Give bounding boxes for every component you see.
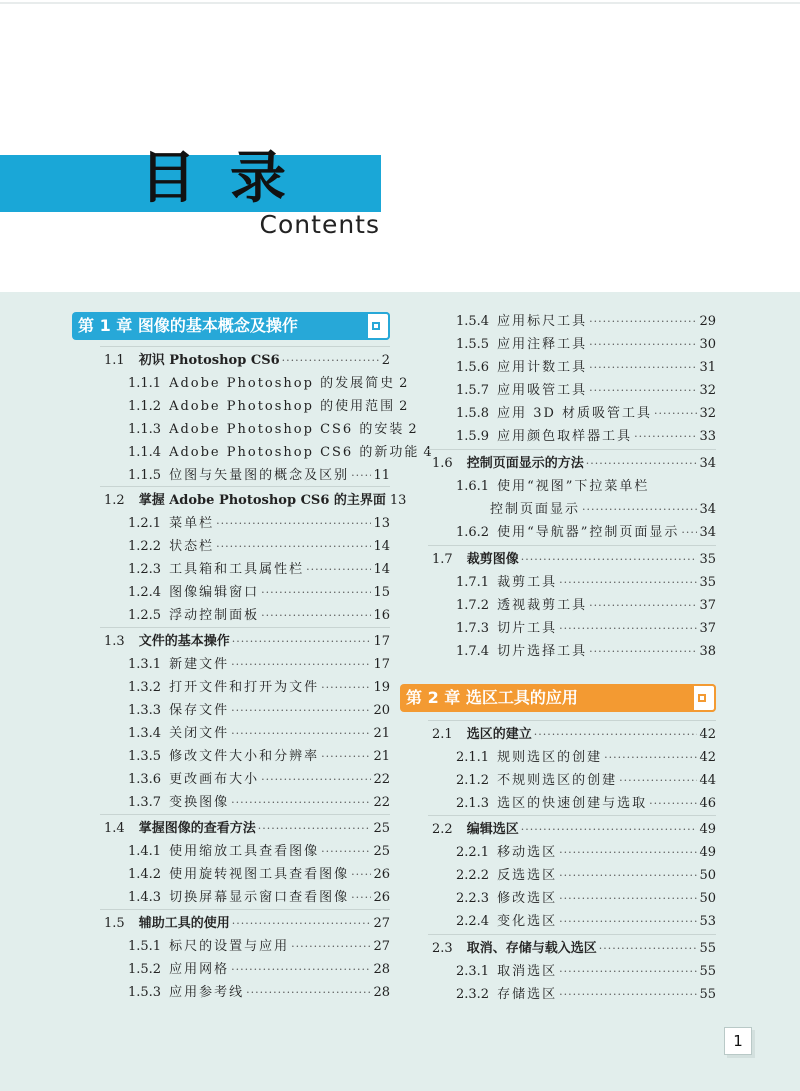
entry-number: 2.2.3 [456,891,490,906]
chapter-1-heading[interactable] [72,312,390,340]
section-divider [100,346,390,347]
page-number: 1 [724,1027,752,1055]
entry-number: 1.5.8 [456,406,490,421]
entry-number: 1.1.5 [128,468,162,483]
entry-page: 49 [699,822,716,837]
entry-page: 34 [699,502,716,517]
left-entry[interactable] [128,513,390,535]
entry-title: 使用缩放工具查看图像 [169,844,320,859]
left-entry[interactable] [128,559,390,581]
entry-title: Adobe Photoshop 的发展简史 [169,376,396,391]
entry-number: 1.6.1 [456,479,490,494]
entry-number: 1.4.2 [128,867,162,882]
entry-title: 保存文件 [169,703,230,718]
leader-dots [619,770,697,792]
entry-page: 37 [699,621,716,636]
left-entry[interactable] [128,373,408,395]
entry-title: 编辑选区 [466,822,519,837]
entry-page: 2 [381,353,390,368]
entry-number: 1.4.1 [128,844,162,859]
entry-number: 1.2.3 [128,562,162,577]
right-entry[interactable] [456,403,716,425]
entry-title: 文件的基本操作 [138,634,230,649]
entry-number: 1.3 [104,634,125,649]
entry-title: Adobe Photoshop CS6 的新功能 [169,445,420,460]
entry-title: 透视裁剪工具 [497,598,588,613]
entry-page: 2 [408,422,417,437]
right-entry[interactable] [456,747,716,769]
left-entry[interactable] [128,582,390,604]
leader-dots [586,453,698,475]
entry-title: 掌握 Adobe Photoshop CS6 的主界面 [138,493,386,508]
leader-dots [216,513,371,535]
leader-dots [521,549,698,571]
entry-number: 1.5.1 [128,939,162,954]
entry-title: 修改文件大小和分辨率 [169,749,320,764]
leader-dots [589,357,697,379]
left-entry[interactable] [128,792,390,814]
right-entry[interactable] [456,311,716,333]
left-entry[interactable] [104,913,390,935]
right-entry[interactable] [456,572,716,594]
entry-number: 2.1.3 [456,796,490,811]
entry-page: 38 [699,644,716,659]
entry-number: 1.3.6 [128,772,162,787]
entry-number: 1.3.1 [128,657,162,672]
leader-dots [521,819,698,841]
leader-dots [599,938,698,960]
entry-page: 55 [699,941,716,956]
entry-title: 规则选区的创建 [497,750,603,765]
entry-title: 工具箱和工具属性栏 [169,562,305,577]
entry-page: 2 [399,376,408,391]
entry-number: 1.5.6 [456,360,490,375]
entry-page: 25 [373,821,390,836]
entry-number: 2.2.4 [456,914,490,929]
left-entry[interactable] [104,350,390,372]
entry-page: 22 [373,795,390,810]
entry-page: 29 [699,314,716,329]
entry-title: 修改选区 [497,891,558,906]
entry-page: 4 [423,445,432,460]
leader-dots [582,499,697,521]
entry-number: 1.7.1 [456,575,490,590]
entry-title: 应用标尺工具 [497,314,588,329]
entry-title: 使用旋转视图工具查看图像 [169,867,350,882]
entry-number: 1.3.4 [128,726,162,741]
entry-number: 1.6.2 [456,525,490,540]
entry-page: 34 [699,525,716,540]
entry-number: 2.2.2 [456,868,490,883]
entry-page: 22 [373,772,390,787]
leader-dots [291,936,371,958]
entry-title: 选区的建立 [466,727,532,742]
entry-title: 更改画布大小 [169,772,260,787]
entry-page: 2 [399,399,408,414]
entry-page: 42 [699,727,716,742]
entry-number: 1.1.2 [128,399,162,414]
left-entry[interactable] [128,442,432,464]
entry-number: 2.1 [432,727,453,742]
entry-number: 1.5.9 [456,429,490,444]
leader-dots [321,841,371,863]
entry-number: 2.1.1 [456,750,490,765]
entry-title: 变换图像 [169,795,230,810]
right-entry[interactable] [490,499,716,521]
section-divider [428,815,716,816]
entry-title: 反选选区 [497,868,558,883]
entry-number: 1.1.1 [128,376,162,391]
right-entry[interactable] [456,380,716,402]
right-entry[interactable] [456,865,716,887]
entry-page: 32 [699,406,716,421]
entry-page: 49 [699,845,716,860]
entry-title: 应用网格 [169,962,230,977]
leader-dots [231,792,371,814]
section-divider [100,814,390,815]
entry-number: 1.1 [104,353,125,368]
chapter-2-ornament-icon [694,684,716,712]
entry-page: 17 [373,657,390,672]
left-entry[interactable] [128,605,390,627]
entry-title: 应用参考线 [169,985,245,1000]
entry-number: 1.3.2 [128,680,162,695]
entry-title: 使用“视图”下拉菜单栏 [497,479,650,494]
entry-title: 移动选区 [497,845,558,860]
entry-number: 1.3.7 [128,795,162,810]
entry-number: 1.2.1 [128,516,162,531]
right-entry[interactable] [456,793,716,815]
right-entry[interactable] [456,984,716,1006]
entry-title: 切换屏幕显示窗口查看图像 [169,890,350,905]
entry-number: 2.3.2 [456,987,490,1002]
entry-page: 35 [699,552,716,567]
entry-title: 打开文件和打开为文件 [169,680,320,695]
leader-dots [351,887,371,909]
entry-title: 应用颜色取样器工具 [497,429,633,444]
entry-page: 46 [699,796,716,811]
left-entry[interactable] [128,419,417,441]
entry-page: 14 [373,539,390,554]
right-entry[interactable] [456,641,716,663]
right-entry[interactable] [456,618,716,640]
entry-title: 浮动控制面板 [169,608,260,623]
entry-title: 选区的快速创建与选取 [497,796,648,811]
entry-title: 状态栏 [169,539,215,554]
entry-page: 26 [373,890,390,905]
entry-page: 13 [389,493,407,508]
entry-number: 2.3.1 [456,964,490,979]
entry-number: 2.2.1 [456,845,490,860]
entry-title: Adobe Photoshop 的使用范围 [169,399,396,414]
section-divider [428,934,716,935]
entry-page: 30 [699,337,716,352]
entry-number: 1.7 [432,552,453,567]
left-entry[interactable] [128,982,390,1004]
entry-page: 20 [373,703,390,718]
leader-dots [559,888,697,910]
right-entry[interactable] [456,595,716,617]
left-entry[interactable] [104,631,390,653]
section-divider [428,545,716,546]
leader-dots [231,959,371,981]
entry-page: 27 [373,939,390,954]
entry-number: 1.4 [104,821,125,836]
left-entry[interactable] [128,677,390,699]
leader-dots [559,842,697,864]
entry-page: 19 [373,680,390,695]
left-entry[interactable] [128,936,390,958]
leader-dots [216,536,371,558]
entry-title: 取消选区 [497,964,558,979]
entry-page: 14 [373,562,390,577]
left-entry[interactable] [128,465,390,487]
entry-number: 2.3 [432,941,453,956]
leader-dots [589,311,697,333]
leader-dots [604,747,697,769]
leader-dots [231,654,371,676]
right-entry[interactable] [456,961,716,983]
entry-page: 50 [699,891,716,906]
section-divider [428,449,716,450]
left-entry[interactable] [104,818,390,840]
entry-page: 15 [373,585,390,600]
entry-page: 28 [373,985,390,1000]
entry-page: 28 [373,962,390,977]
entry-number: 1.2.5 [128,608,162,623]
section-divider [100,909,390,910]
entry-number: 1.5.5 [456,337,490,352]
right-entry[interactable] [432,724,716,746]
left-entry[interactable] [128,864,390,886]
entry-number: 1.5.7 [456,383,490,398]
entry-title: 应用注释工具 [497,337,588,352]
entry-title: 控制页面显示的方法 [466,456,584,471]
entry-page: 25 [373,844,390,859]
entry-title: 应用吸管工具 [497,383,588,398]
left-entry[interactable] [128,959,390,981]
entry-page: 42 [699,750,716,765]
entry-page: 33 [699,429,716,444]
toc-panel [0,292,800,1091]
leader-dots [246,982,371,1004]
leader-dots [534,724,698,746]
left-entry[interactable] [128,396,408,418]
leader-dots [282,350,380,372]
right-entry[interactable] [432,938,716,960]
entry-number: 1.1.3 [128,422,162,437]
entry-page: 13 [373,516,390,531]
leader-dots [559,618,697,640]
leader-dots [232,631,372,653]
entry-page: 27 [373,916,390,931]
chapter-1-label: 第 1 章 图像的基本概念及操作 [78,316,298,335]
left-entry[interactable] [128,536,390,558]
entry-title: 取消、存储与载入选区 [466,941,597,956]
right-entry[interactable] [456,357,716,379]
right-entry[interactable] [432,549,716,571]
leader-dots [351,465,371,487]
entry-number: 1.3.5 [128,749,162,764]
entry-title: 掌握图像的查看方法 [138,821,256,836]
entry-title: 应用 3D 材质吸管工具 [497,406,653,421]
entry-title: 辅助工具的使用 [138,916,230,931]
leader-dots [321,677,371,699]
leader-dots [559,865,697,887]
entry-title: 菜单栏 [169,516,215,531]
entry-title: 变化选区 [497,914,558,929]
leader-dots [559,984,697,1006]
entry-page: 17 [373,634,390,649]
left-entry[interactable] [128,887,390,909]
right-entry[interactable] [432,453,716,475]
page-title: 目录 [140,146,320,211]
left-entry[interactable] [128,841,390,863]
entry-title: Adobe Photoshop CS6 的安装 [169,422,405,437]
entry-number: 1.3.3 [128,703,162,718]
entry-title: 标尺的设置与应用 [169,939,290,954]
entry-title: 控制页面显示 [490,502,581,517]
leader-dots [258,818,372,840]
section-divider [100,627,390,628]
entry-title: 不规则选区的创建 [497,773,618,788]
right-entry[interactable] [456,842,716,864]
entry-page: 35 [699,575,716,590]
entry-title: 裁剪图像 [466,552,519,567]
page-subtitle: Contents [259,210,380,239]
leader-dots [231,700,371,722]
entry-number: 1.4.3 [128,890,162,905]
entry-page: 31 [699,360,716,375]
leader-dots [634,426,697,448]
leader-dots [261,769,371,791]
leader-dots [654,403,697,425]
entry-number: 1.5.4 [456,314,490,329]
right-entry[interactable] [456,770,716,792]
entry-title: 裁剪工具 [497,575,558,590]
entry-page: 32 [699,383,716,398]
entry-page: 55 [699,964,716,979]
leader-dots [559,572,697,594]
entry-number: 2.2 [432,822,453,837]
entry-number: 1.5.2 [128,962,162,977]
leader-dots [589,380,697,402]
entry-title: 使用“导航器”控制页面显示 [497,525,680,540]
leader-dots [261,605,371,627]
entry-page: 44 [699,773,716,788]
right-entry[interactable] [432,819,716,841]
leader-dots [559,961,697,983]
left-entry[interactable] [128,700,390,722]
entry-number: 1.1.4 [128,445,162,460]
left-entry[interactable] [128,769,390,791]
leader-dots [306,559,371,581]
section-divider [100,486,390,487]
entry-number: 1.2.2 [128,539,162,554]
section-divider [428,720,716,721]
right-entry[interactable] [456,522,716,544]
entry-title: 图像编辑窗口 [169,585,260,600]
entry-title: 关闭文件 [169,726,230,741]
entry-number: 1.6 [432,456,453,471]
entry-number: 1.7.2 [456,598,490,613]
right-entry[interactable] [456,426,716,448]
leader-dots [681,522,697,544]
chapter-2-label: 第 2 章 选区工具的应用 [406,688,578,707]
entry-page: 16 [373,608,390,623]
left-entry[interactable] [128,746,390,768]
leader-dots [559,911,697,933]
entry-page: 34 [699,456,716,471]
entry-page: 53 [699,914,716,929]
entry-number: 1.2.4 [128,585,162,600]
leader-dots [232,913,372,935]
entry-title: 切片工具 [497,621,558,636]
entry-page: 37 [699,598,716,613]
entry-number: 1.7.4 [456,644,490,659]
leader-dots [321,746,371,768]
entry-number: 1.7.3 [456,621,490,636]
left-entry[interactable] [104,490,407,512]
leader-dots [589,641,697,663]
leader-dots [231,723,371,745]
entry-page: 50 [699,868,716,883]
entry-title: 位图与矢量图的概念及区别 [169,468,350,483]
right-entry[interactable] [456,476,716,498]
right-entry[interactable] [456,334,716,356]
entry-page: 11 [373,468,390,483]
leader-dots [351,864,371,886]
left-entry[interactable] [128,723,390,745]
leader-dots [589,334,697,356]
entry-number: 1.5.3 [128,985,162,1000]
right-entry[interactable] [456,911,716,933]
leader-dots [589,595,697,617]
leader-dots [261,582,371,604]
entry-page: 26 [373,867,390,882]
entry-page: 21 [373,749,390,764]
top-rule [0,2,800,4]
chapter-2-heading[interactable] [400,684,716,712]
right-entry[interactable] [456,888,716,910]
leader-dots [649,793,697,815]
entry-page: 55 [699,987,716,1002]
entry-title: 切片选择工具 [497,644,588,659]
entry-title: 应用计数工具 [497,360,588,375]
chapter-1-ornament-icon [368,312,390,340]
entry-page: 21 [373,726,390,741]
entry-number: 1.2 [104,493,125,508]
entry-number: 2.1.2 [456,773,490,788]
entry-title: 存储选区 [497,987,558,1002]
left-entry[interactable] [128,654,390,676]
entry-number: 1.5 [104,916,125,931]
entry-title: 新建文件 [169,657,230,672]
entry-title: 初识 Photoshop CS6 [138,353,280,368]
